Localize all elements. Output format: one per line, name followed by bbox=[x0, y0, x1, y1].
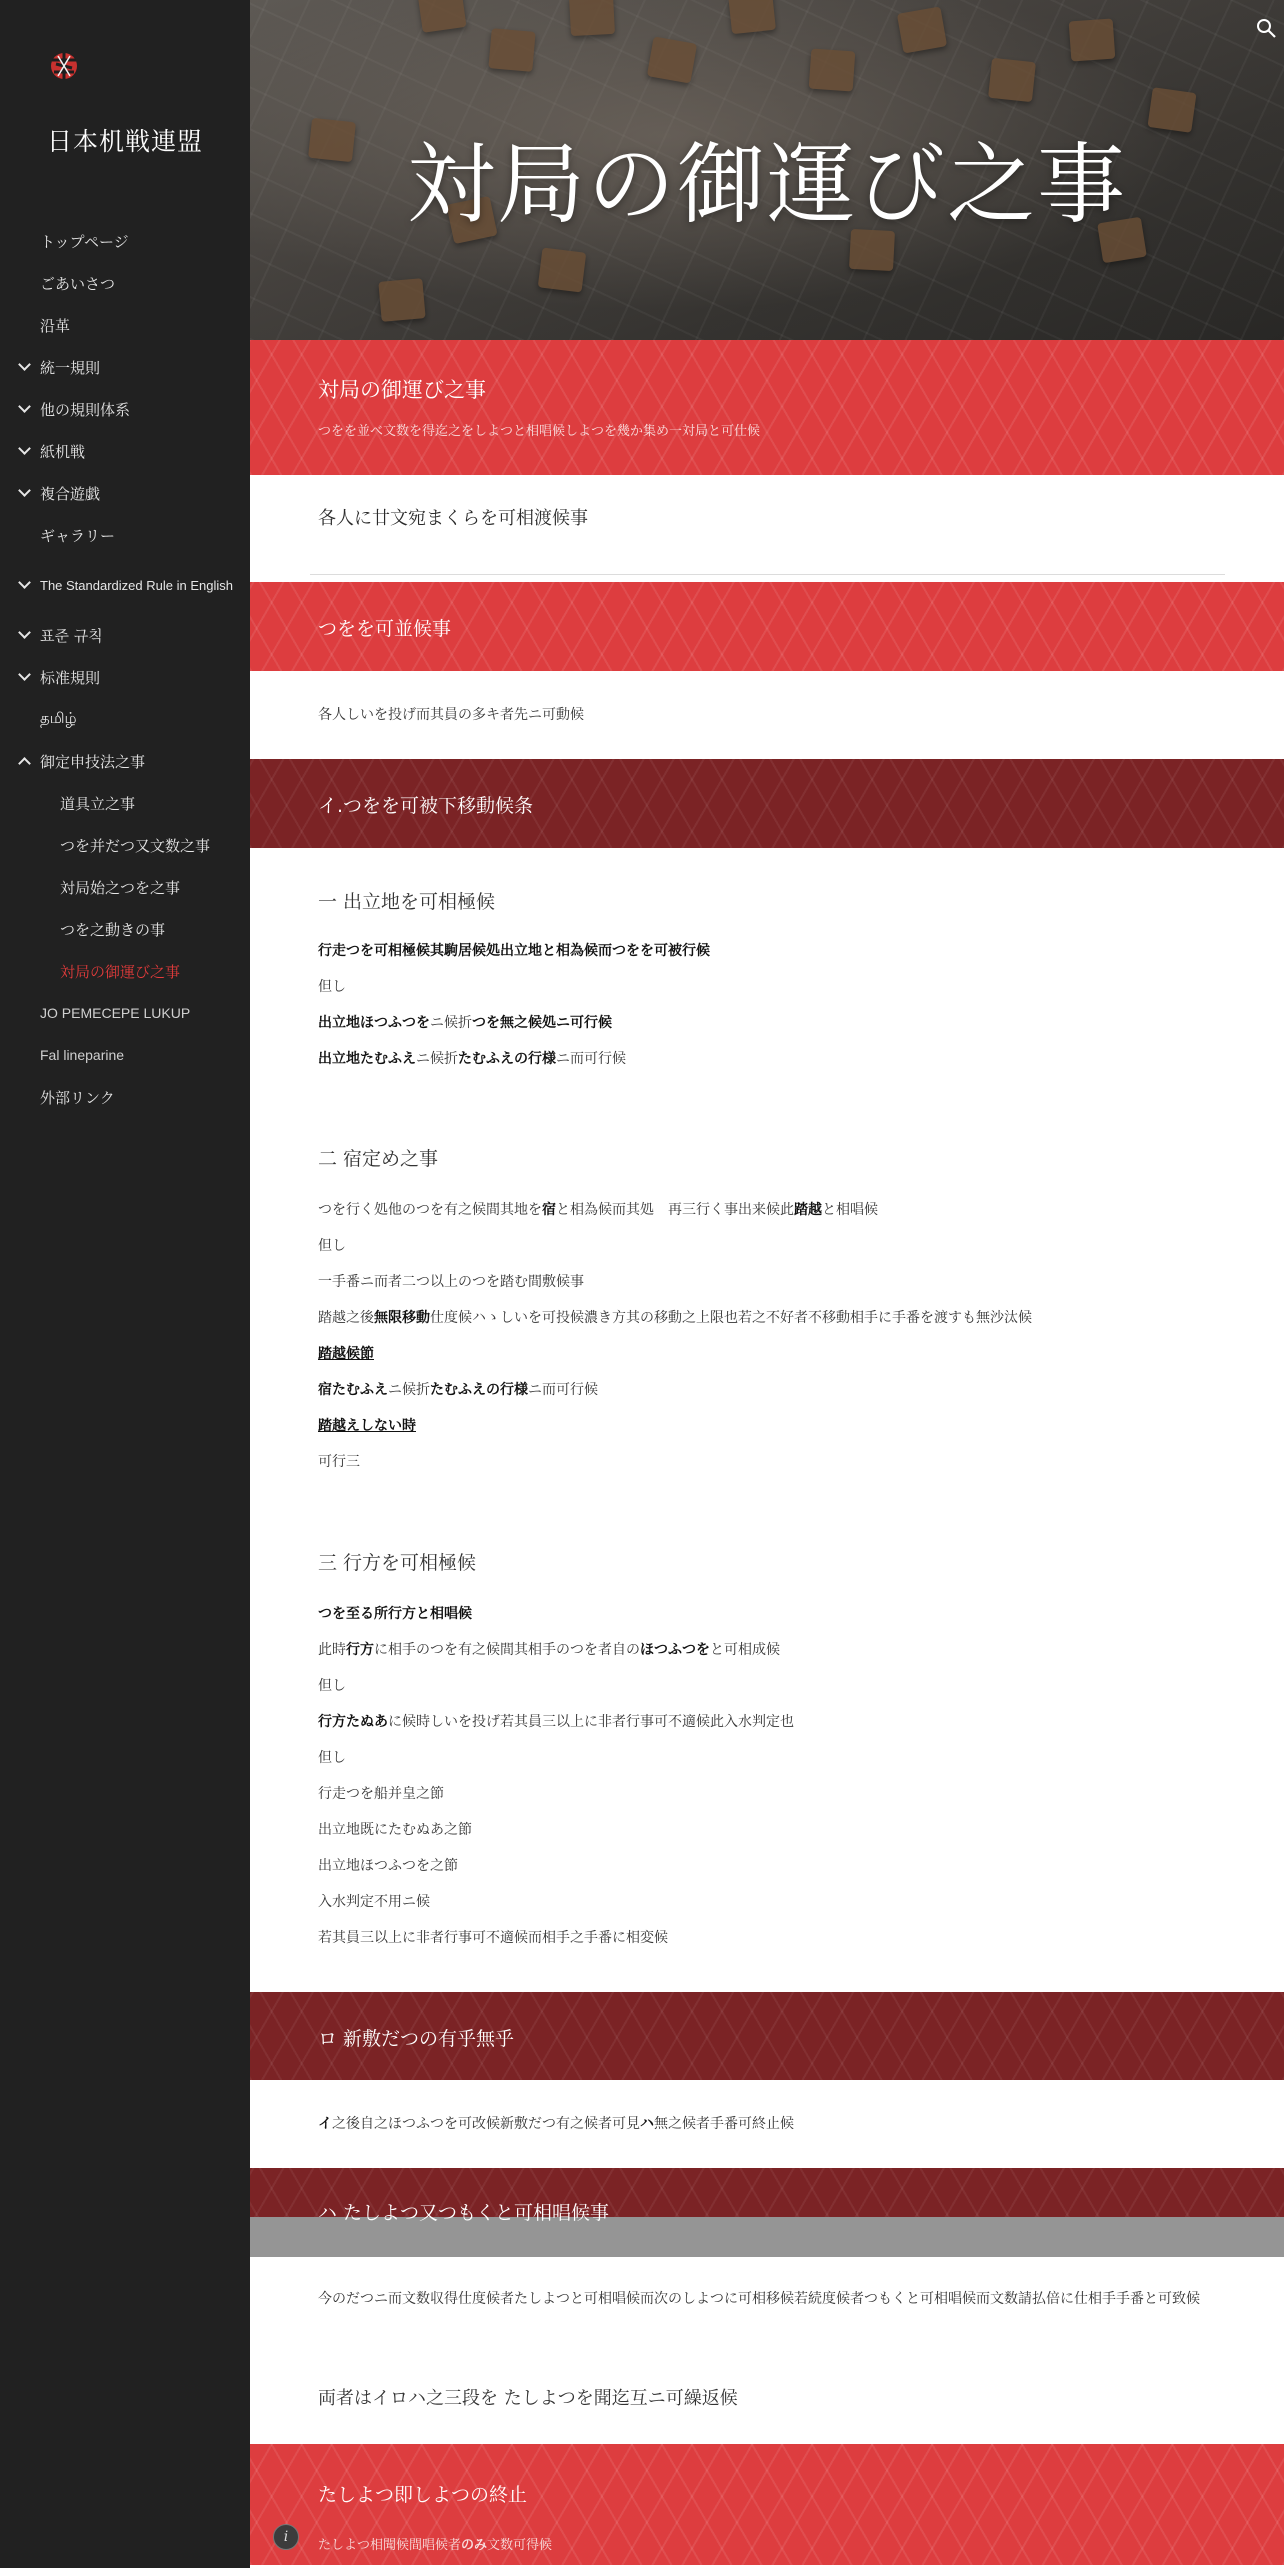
rule-line bbox=[318, 1012, 612, 1032]
nav-item-greeting[interactable] bbox=[0, 262, 250, 304]
rule-text: と相為候而其処 再三行く事出来候此 bbox=[556, 1202, 794, 1218]
nav-item-label: 対局の御運び之事 bbox=[60, 962, 181, 981]
rule-text: イ bbox=[318, 2116, 332, 2132]
nav-item-label: 御定申技法之事 bbox=[40, 752, 146, 771]
rule-text: 出立地たむふえ bbox=[318, 1051, 416, 1067]
section-text: 両者はイロハ之三段を たしよつを聞迄互ニ可繰返候 bbox=[318, 2388, 738, 2409]
rule-line bbox=[318, 1711, 794, 1731]
rule-text: ニ候折 bbox=[388, 1382, 430, 1398]
rule-text: たむふえの行様 bbox=[430, 1382, 528, 1398]
site-logo-icon[interactable] bbox=[46, 50, 82, 82]
intro-section bbox=[250, 340, 1284, 475]
chevron-down-icon[interactable] bbox=[18, 400, 31, 413]
nav-item-english[interactable] bbox=[0, 556, 250, 614]
rule-line: 但し bbox=[318, 1238, 346, 1254]
new-dats-section bbox=[250, 1992, 1284, 2080]
chevron-down-icon[interactable] bbox=[18, 358, 31, 371]
sidebar bbox=[0, 0, 250, 2568]
rule-line bbox=[318, 2113, 794, 2133]
nav-item-jo-pemecepe[interactable] bbox=[0, 992, 250, 1034]
rule-text: 無限移動 bbox=[374, 1310, 430, 1326]
game-piece-image bbox=[897, 6, 947, 53]
nav-item-label: つを并だつ又文数之事 bbox=[60, 836, 211, 855]
chevron-up-icon[interactable] bbox=[18, 757, 31, 770]
rule-line: 入水判定不用ニ候 bbox=[318, 1894, 430, 1910]
section-subtitle: つをを並べ文数を得迄之をしよつと相唱候しよつを幾か集め一対局と可仕候 bbox=[318, 424, 761, 439]
nav-item-label: The Standardized Rule in English bbox=[40, 577, 233, 593]
game-piece-image bbox=[538, 247, 587, 292]
rule-text: 出立地ほつふつを bbox=[318, 1015, 430, 1031]
nav-item-unified-rules[interactable] bbox=[0, 346, 250, 388]
chevron-down-icon[interactable] bbox=[18, 668, 31, 681]
rule-text: ニ而可行候 bbox=[556, 1051, 626, 1067]
nav-item-label: 対局始之つを之事 bbox=[60, 878, 181, 897]
nav-item-history[interactable] bbox=[0, 304, 250, 346]
rule-text: ニ而可行候 bbox=[528, 1382, 598, 1398]
main-content bbox=[250, 340, 1284, 2565]
round-end-section bbox=[250, 2444, 1284, 2565]
game-piece-image bbox=[417, 0, 466, 33]
nav-item-chinese[interactable] bbox=[0, 656, 250, 698]
rule-text: つを無之候処ニ可行候 bbox=[472, 1015, 612, 1031]
nav-item-label: 外部リンク bbox=[40, 1088, 115, 1107]
rule-text: 仕度候ハゝしいを可投候濃き方其の移動之上限也若之不好者不移動相手に手番を渡すも無沙汰候 bbox=[430, 1310, 1032, 1326]
nav-item-equipment[interactable] bbox=[0, 782, 250, 824]
nav-item-label: 표준 규칙 bbox=[40, 626, 103, 645]
rule-line bbox=[318, 1343, 374, 1363]
rule-text: 行方 bbox=[346, 1642, 374, 1658]
section-heading: ハ たしよつ又つもくと可相唱候事 bbox=[318, 2202, 610, 2224]
nav-item-label: つを之動きの事 bbox=[60, 920, 166, 939]
chevron-down-icon[interactable] bbox=[18, 484, 31, 497]
repeat-section bbox=[250, 2360, 1284, 2444]
subtitle-text: のみ bbox=[461, 2538, 488, 2553]
rule-line bbox=[318, 1639, 780, 1659]
rule-line bbox=[318, 1048, 626, 1068]
section-text: 各人しいを投げ而其員の多キ者先ニ可動候 bbox=[318, 707, 584, 723]
nav-item-movement[interactable] bbox=[0, 908, 250, 950]
nav-item-label: தமிழ் bbox=[40, 709, 77, 727]
nav-item-label: ギャラリー bbox=[40, 526, 116, 545]
rule-line bbox=[318, 1199, 878, 1219]
game-piece-image bbox=[1069, 19, 1116, 62]
rule-text: ニ候折 bbox=[430, 1015, 472, 1031]
page-title: 対局の御運び之事 bbox=[406, 133, 1127, 236]
rule-text: 宿 bbox=[542, 1202, 556, 1218]
tashoutsu-body bbox=[250, 2257, 1284, 2360]
nav-item-paper[interactable] bbox=[0, 430, 250, 472]
chevron-down-icon[interactable] bbox=[18, 442, 31, 455]
rule-line bbox=[318, 1603, 472, 1623]
section-heading: たしよつ即しよつの終止 bbox=[318, 2484, 528, 2506]
nav-item-label: Fal lineparine bbox=[40, 1047, 125, 1063]
rule-text: 踏越えしない時 bbox=[318, 1418, 416, 1434]
nav-item-composite[interactable] bbox=[0, 472, 250, 514]
search-icon[interactable] bbox=[1248, 10, 1284, 46]
section-heading: 対局の御運び之事 bbox=[318, 378, 486, 402]
nav-item-label: 他の規則体系 bbox=[40, 400, 131, 419]
game-piece-image bbox=[378, 278, 425, 322]
nav-item-arrangement[interactable] bbox=[0, 824, 250, 866]
subtitle-text: たしよつ相聞候間唱候者 bbox=[318, 2538, 462, 2553]
section-subtitle bbox=[318, 2534, 552, 2553]
nav-item-korean[interactable] bbox=[0, 614, 250, 656]
rule-line: 但し bbox=[318, 1750, 346, 1766]
rule-paragraph: 今のだつニ而文数収得仕度候者たしよつと可相唱候而次のしよつに可相移候若続度候者つもくと可相唱候而文数請払倍に仕相手手番と可致候 bbox=[318, 2291, 1200, 2307]
nav-item-tamil[interactable] bbox=[0, 698, 250, 740]
nav-item-external-links[interactable] bbox=[0, 1076, 250, 1118]
nav-item-label: 紙机戦 bbox=[40, 442, 86, 461]
chevron-down-icon[interactable] bbox=[18, 576, 31, 589]
new-dats-body bbox=[250, 2080, 1284, 2168]
chevron-down-icon[interactable] bbox=[18, 626, 31, 639]
nav-item-game-flow[interactable] bbox=[0, 950, 250, 992]
subsection-heading: 二 宿定め之事 bbox=[318, 1148, 439, 1170]
divider bbox=[310, 574, 1225, 575]
nav-item-label: JO PEMECEPE LUKUP bbox=[40, 1005, 191, 1021]
nav-item-gallery[interactable] bbox=[0, 514, 250, 556]
header-banner bbox=[250, 0, 1284, 340]
rule-text: 宿たむふえ bbox=[318, 1382, 388, 1398]
rule-line: 出立地ほつふつを之節 bbox=[318, 1858, 458, 1874]
nav-item-label: 道具立之事 bbox=[60, 794, 136, 813]
rule-text: 無之候者手番可終止候 bbox=[654, 2116, 794, 2132]
rule-text: ハ bbox=[640, 2116, 654, 2132]
rule-text: 踏越之後 bbox=[318, 1310, 374, 1326]
subsection-heading: 一 出立地を可相極候 bbox=[318, 891, 496, 913]
tashoutsu-section bbox=[250, 2168, 1284, 2257]
site-title[interactable]: 日本机戦連盟 bbox=[46, 127, 203, 156]
rule-text: 行方たぬあ bbox=[318, 1714, 388, 1730]
game-piece-image bbox=[647, 36, 697, 83]
rule-text: 行走つを可相極候其駒居候処出立地と相為候而つをを可被行候 bbox=[318, 943, 710, 959]
rule-text: と相唱候 bbox=[822, 1202, 878, 1218]
subtitle-text: 文数可得候 bbox=[487, 2538, 553, 2553]
nav-item-label: トップページ bbox=[40, 232, 129, 251]
rule-line bbox=[318, 1415, 416, 1435]
rule-text: 此時 bbox=[318, 1642, 346, 1658]
nav-item-other-rules[interactable] bbox=[0, 388, 250, 430]
nav-item-label: 标准規則 bbox=[40, 668, 101, 687]
nav-item-start[interactable] bbox=[0, 866, 250, 908]
rule-line: 出立地既にたむぬあ之節 bbox=[318, 1822, 472, 1838]
nav-item-techniques[interactable] bbox=[0, 740, 250, 782]
allotment-section bbox=[250, 475, 1284, 582]
site-navigation bbox=[0, 220, 250, 1118]
rule-text: に相手のつを有之候間其相手のつを者自の bbox=[374, 1642, 640, 1658]
rule-line bbox=[318, 940, 710, 960]
rule-line bbox=[318, 1307, 1032, 1327]
rule-text: つを至る所行方と相唱候 bbox=[318, 1606, 472, 1622]
movement-section bbox=[250, 759, 1284, 848]
info-icon[interactable]: i bbox=[273, 2524, 299, 2550]
rule-line: 可行三 bbox=[318, 1454, 360, 1470]
rule-text: と可相成候 bbox=[710, 1642, 780, 1658]
rule-line bbox=[318, 1379, 598, 1399]
rule-text: たむふえの行様 bbox=[458, 1051, 556, 1067]
nav-item-label: 複合遊戯 bbox=[40, 484, 101, 503]
section-heading: イ.つをを可被下移動候条 bbox=[318, 795, 534, 817]
nav-item-top[interactable] bbox=[0, 220, 250, 262]
rule-text: 踏越 bbox=[794, 1202, 822, 1218]
nav-item-label: 統一規則 bbox=[40, 358, 101, 377]
nav-item-fal-lineparine[interactable] bbox=[0, 1034, 250, 1076]
rule-text: つを行く処他のつを有之候間其地を bbox=[318, 1202, 542, 1218]
game-piece-image bbox=[488, 28, 535, 72]
rule-text: ニ候折 bbox=[416, 1051, 458, 1067]
section-text: 各人に廿文宛まくらを可相渡候事 bbox=[318, 508, 588, 529]
nav-item-label: ごあいさつ bbox=[40, 274, 116, 293]
rule-text: 踏越候節 bbox=[318, 1346, 374, 1362]
rule-line: 行走つを船并皇之節 bbox=[318, 1786, 444, 1802]
rule-line: 但し bbox=[318, 979, 346, 995]
arrange-pieces-body bbox=[250, 671, 1284, 759]
rule-text: ほつふつを bbox=[640, 1642, 710, 1658]
nav-item-label: 沿革 bbox=[40, 316, 71, 335]
subsection-heading: 三 行方を可相極候 bbox=[318, 1552, 477, 1574]
game-piece-image bbox=[728, 0, 776, 34]
game-piece-image bbox=[569, 0, 615, 36]
rule-line: 一手番ニ而者二つ以上のつを踏む間敷候事 bbox=[318, 1274, 584, 1290]
section-heading: つをを可並候事 bbox=[318, 618, 452, 640]
movement-body bbox=[250, 848, 1284, 1992]
rule-text: に候時しいを投げ若其員三以上に非者行事可不適候此入水判定也 bbox=[388, 1714, 794, 1730]
arrange-pieces-section bbox=[250, 582, 1284, 671]
rule-text: 之後自之ほつふつを可改候新敷だつ有之候者可見 bbox=[332, 2116, 640, 2132]
rule-line: 若其員三以上に非者行事可不適候而相手之手番に相変候 bbox=[318, 1930, 668, 1946]
game-piece-image bbox=[988, 58, 1036, 102]
section-heading: ロ 新敷だつの有乎無乎 bbox=[318, 2028, 515, 2050]
game-piece-image bbox=[809, 49, 856, 92]
rule-line: 但し bbox=[318, 1678, 346, 1694]
